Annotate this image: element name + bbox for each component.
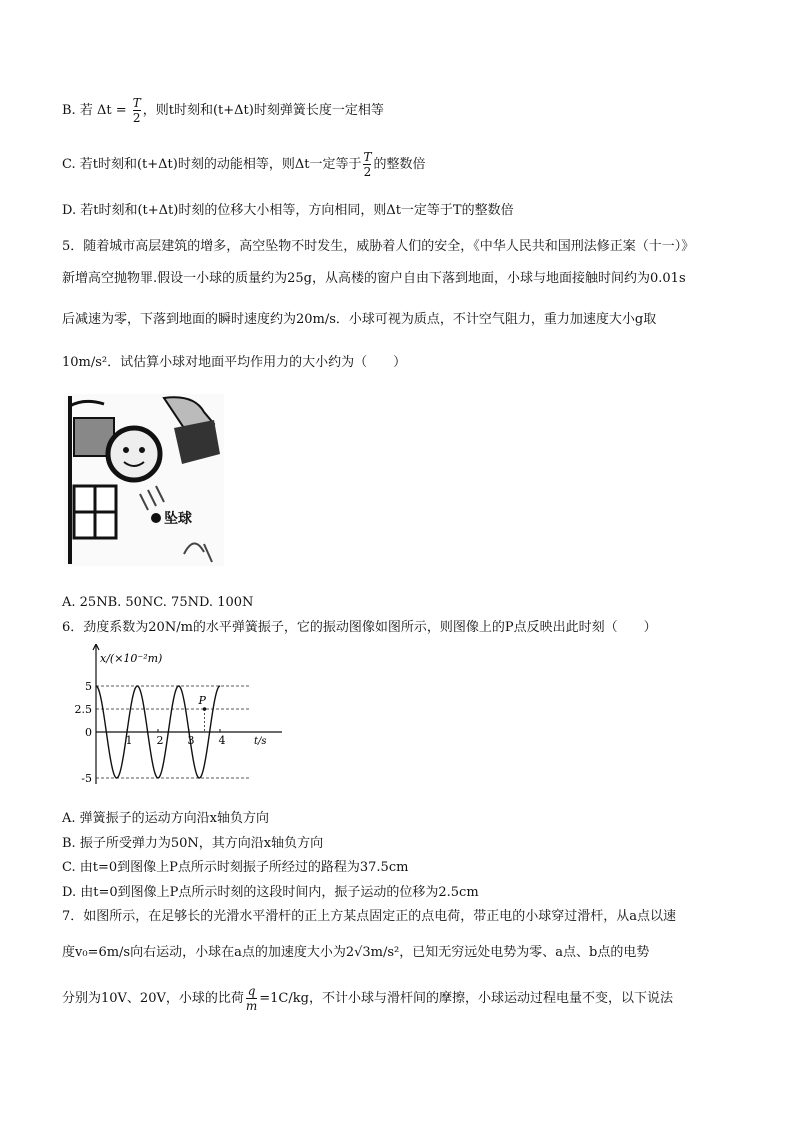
falling-ball-cartoon-image [64, 394, 224, 566]
y-tick-label: 5 [85, 680, 92, 693]
p-point-label: P [198, 694, 206, 707]
x-tick-label: 2 [156, 734, 164, 747]
q6-option-a: A. 弹簧振子的运动方向沿x轴负方向 [62, 811, 269, 826]
y-tick-label: 0 [85, 726, 92, 739]
p-point [203, 707, 207, 711]
q4-option-d: D. 若t时刻和(t+Δt)时刻的位移大小相等，方向相同，则Δt一定等于T的整数倍 [62, 203, 514, 218]
fraction-q-over-m: $\frac{q}{m}$ [245, 984, 258, 1013]
q6-option-c: C. 由t=0到图像上P点所示时刻振子所经过的路程为37.5cm [62, 860, 409, 875]
vibration-graph [64, 644, 284, 794]
x-tick-label: 1 [125, 734, 133, 747]
fraction-t-over-2: $\frac{T}{2}$ [132, 96, 141, 125]
q4-option-c: C. 若t时刻和(t+Δt)时刻的动能相等，则Δt一定等于 $\frac{T}{2}$ 的整数倍 [62, 150, 426, 179]
q6-option-b: B. 振子所受弹力为50N，其方向沿x轴负方向 [62, 836, 324, 851]
q7-stem-line2: 度v₀=6m/s向右运动，小球在a点的加速度大小为2√3m/s²，已知无穷远处电势为零、a点、b点的电势 [62, 945, 650, 960]
fraction-t-over-2: $\frac{T}{2}$ [363, 150, 372, 179]
q5-options: A. 25NB. 50NC. 75ND. 100N [62, 595, 254, 610]
q5-stem-line4: 10m/s²．试估算小球对地面平均作用力的大小约为（ ） [62, 355, 407, 370]
q7-stem-line3: 分别为10V、20V，小球的比荷 $\frac{q}{m}$ =1C/kg，不计小球与滑杆间的摩擦，小球运动过程电量不变，以下说法 [62, 984, 673, 1013]
x-tick-label: 4 [218, 734, 226, 747]
q5-stem-line1: 5．随着城市高层建筑的增多，高空坠物不时发生，威胁着人们的安全，《中华人民共和国刑法修正案（十一）》 [62, 239, 695, 254]
y-tick-label: -5 [81, 772, 92, 785]
q7-stem-line1: 7．如图所示，在足够长的光滑水平滑杆的正上方某点固定正的点电荷，带正电的小球穿过滑杆，从a点以速 [62, 909, 677, 924]
y-tick-label: 2.5 [74, 703, 92, 716]
q4-option-b: B. 若 Δt = $\frac{T}{2}$ ，则t时刻和(t+Δt)时刻弹簧长度一定相等 [62, 96, 384, 125]
x-tick-label: 3 [187, 734, 195, 747]
q6-stem: 6．劲度系数为20N/m的水平弹簧振子，它的振动图像如图所示，则图像上的P点反映出此时刻（ ） [62, 620, 657, 635]
q5-stem-line2: 新增高空抛物罪.假设一小球的质量约为25g，从高楼的窗户自由下落到地面，小球与地面接触时间约为0.01s [62, 271, 686, 286]
q5-stem-line3: 后减速为零，下落到地面的瞬时速度约为20m/s．小球可视为质点，不计空气阻力，重力加速度大小g取 [62, 312, 657, 327]
x-axis-label: t/s [254, 736, 267, 747]
y-axis-label: x/(×10⁻²m) [100, 652, 163, 665]
q6-option-d: D. 由t=0到图像上P点所示时刻的这段时间内，振子运动的位移为2.5cm [62, 885, 479, 900]
image-label: 坠球 [164, 511, 192, 527]
